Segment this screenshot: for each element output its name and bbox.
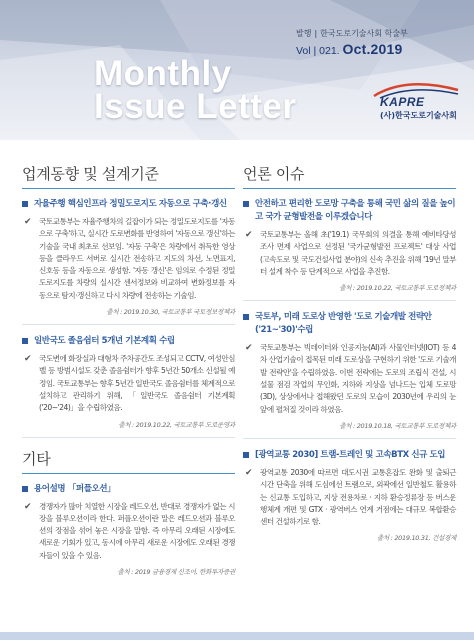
- right-column: [243, 163, 456, 560]
- article-body: [243, 229, 456, 278]
- article-source: 출처 : 2019.10.31, 건설경제: [376, 534, 456, 543]
- kapre-logo: [366, 80, 466, 132]
- checkmark-icon: ✔: [24, 354, 32, 365]
- square-bullet-icon: [243, 452, 249, 458]
- checkmark-icon: ✔: [245, 467, 253, 478]
- article-body-text: 국토교통부는 올해 초('19.1) 국무회의 의결을 통해 예비타당성조사 면제 사업으로 선정된 '국가균형발전 프로젝트' 대상 사업(고속도로 및 국도건설사업 분야)의 신속 추진을 위해 '19년 말부터 설계 착수 등 단계적으로 사업을 추진함.: [260, 230, 456, 276]
- publisher-org: 한국도로기술사회 학술부: [320, 29, 408, 38]
- article: [243, 449, 456, 550]
- square-bullet-icon: [22, 338, 28, 344]
- article-title: [22, 198, 235, 211]
- article-source: 출처 : 2019.10.22, 국토교통부 도로정책과: [243, 283, 456, 301]
- article-body-text: 경쟁자가 많아 치열한 시장을 레드오션, 반대로 경쟁자가 없는 시장을 블루오션이라 한다. 퍼플오션이란 말은 레드오션과 블루오션의 장점을 섞어 놓은 시장을 말함. 즉 아무리 오래된 시장에도 새로운 기회가 있고, 동시에 아무리 새로운 시장에도 오래된 경쟁자들이 있을 수 있음.: [39, 501, 235, 560]
- article-title-text: 국토부, 미래 도로상 반영한 '도로 기술개발 전략안('21~'30)'수립: [255, 312, 432, 336]
- logo-text: KAPRE: [380, 95, 425, 109]
- article-title-text: 일반국도 졸음쉼터 5개년 기본계획 수립: [34, 336, 175, 347]
- article-title-text: 자율주행 핵심인프라 정밀도로지도 자동으로 구축·갱신: [34, 199, 227, 209]
- checkmark-icon: ✔: [24, 501, 32, 512]
- article-title: [243, 449, 456, 462]
- article: [243, 198, 456, 301]
- article-source: 출처 : 2019.10.30, 국토교통부 국토정보정책과: [22, 307, 235, 325]
- footer-strip: [0, 632, 474, 640]
- article: [22, 198, 235, 325]
- left-column: [22, 163, 235, 594]
- header-banner: [0, 0, 474, 140]
- article-title: [22, 335, 235, 348]
- square-bullet-icon: [243, 201, 249, 207]
- article-body: [22, 216, 235, 302]
- article-title-text: 안전하고 편리한 도로망 구축을 통해 국민 삶의 질을 높이고 국가 균형발전을 이루겠습니다: [255, 199, 456, 222]
- article-source: 출처 : 2019.10.22, 국토교통부 도로운영과: [22, 420, 235, 438]
- section-title-press: 언론 이슈: [243, 163, 456, 189]
- section-title-etc: 기타: [22, 448, 235, 474]
- article-title-text: [광역교통 2030] 트램-트레인 및 고속BTX 신규 도입: [255, 449, 446, 460]
- publisher-label: 발행: [296, 29, 312, 38]
- article-body-text: 국토교통부는 자율주행차의 길잡이가 되는 정밀도로지도를 '자동으로 구축'하고, 실시간 도로변화를 반영하여 '자동으로 갱신'하는 기술을 국내 최초로 선보임. '자동 구축'은 차량에서 취득한 영상 등을 클라우드 서버로 실시간 전송하고 지도의 차선, 노면표지, 신호등 등을 자동으로 생성함. '자동 갱신'은 임의로 수정된 정밀도로지도를 차량의 실시간 센서정보와 비교하여 변화정보를 자동으로 탐지·갱신하고 다시 차량에 전송하는 기술임.: [39, 217, 235, 300]
- title-line-2: Issue Letter: [94, 87, 297, 126]
- article-body: [243, 467, 456, 528]
- checkmark-icon: ✔: [245, 343, 253, 354]
- article-body: [22, 353, 235, 414]
- title-line-1: Monthly: [94, 54, 232, 93]
- article-body: [243, 342, 456, 416]
- article: [22, 335, 235, 437]
- logo-subtitle: (사)한국도로기술사회: [380, 111, 457, 120]
- article: [243, 311, 456, 439]
- square-bullet-icon: [243, 314, 249, 320]
- issue-date: Oct.2019: [342, 41, 403, 57]
- volume-line: [296, 41, 403, 57]
- square-bullet-icon: [22, 486, 28, 492]
- article-source: 출처 : 2019 금융경제 신조어, 한화투자증권: [117, 568, 235, 577]
- publisher-info: 발행 | 한국도로기술사회 학술부: [296, 29, 408, 38]
- article-body-text: 광역교통 2030에 따르면 대도시권 교통혼잡도 완화 및 출퇴근 시간 단축을 위해 도심에선 트램으로, 외곽에선 일반철도 활용하는 신교통 도입하고, 지상 전용차로 · 지하 환승정류장 등 버스운행체계 개편 및 GTX · 광역버스 연계 거점에는 대규모 복합환승센터 건설하기로 함.: [260, 467, 456, 527]
- article-source: 출처 : 2019.10.18, 국토교통부 도로정책과: [243, 421, 456, 439]
- article: [22, 483, 235, 584]
- article-title-text: 용어설명 「퍼플오션」: [34, 483, 116, 494]
- article-title: [243, 311, 456, 337]
- article-title: [22, 483, 235, 496]
- square-bullet-icon: [22, 201, 28, 207]
- article-title: [243, 198, 456, 224]
- checkmark-icon: ✔: [24, 217, 32, 227]
- volume-number: Vol | 021.: [296, 45, 340, 57]
- article-body-text: 국도변에 화장실과 대형차 주차공간도 조성되고 CCTV, 여성안심벨 등 방범시설도 갖춘 졸음쉼터가 향후 5년간 50개소 신설될 예정임. 국토교통부는 향후 5년간 일반국도 졸음쉼터를 체계적으로 설치하고 관리하기 위해, 「일반국도 졸음쉼터 기본계획('20~'24)」을 수립하였음.: [39, 354, 235, 413]
- checkmark-icon: ✔: [245, 230, 253, 240]
- section-title-industry: 업계동향 및 설계기준: [22, 163, 235, 189]
- article-body: [22, 501, 235, 562]
- article-body-text: 국토교통부는 빅데이터와 인공지능(AI)과 사물인터넷(IOT) 등 4차 산업기술이 접목된 미래 도로상을 구현하기 위한 '도로 기술개발 전략안'을 수립하였음. 이번 전략에는 도로의 조립식 건설, 시설물 점검 작업의 무인화, 지하와 지상을 넘나드는 입체 도로망(3D), 상상에서나 접해왔던 도로의 모습이 2030년에 우리의 눈 앞에 펼쳐질 것이라 하였음.: [260, 343, 456, 414]
